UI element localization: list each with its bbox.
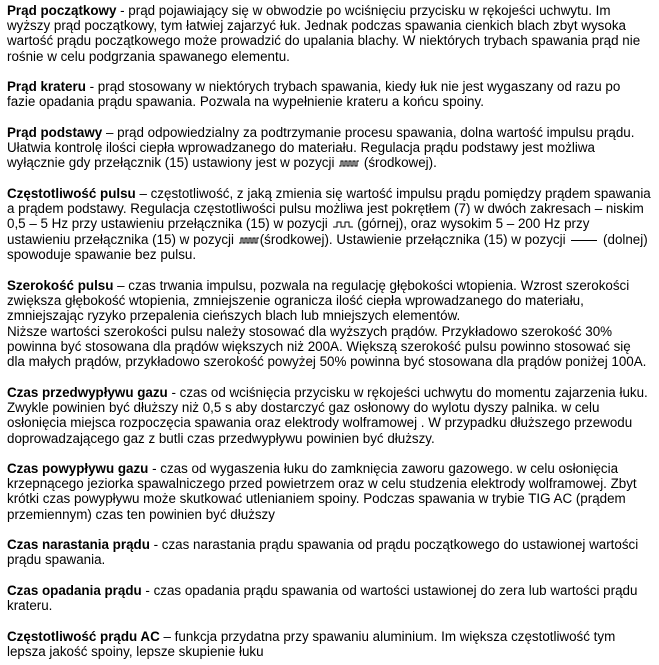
text: 0,5 – 5 Hz przy ustawieniu przełącznika (15) w pozycji — [7, 216, 332, 232]
text: – częstotliwość, z jaką zmienia się wartość impulsu prądu pomiędzy prądem spawania — [135, 186, 651, 201]
text-line: Ułatwia kontrolę ilości ciepła wprowadzanego do materiału. Regulacja prądu podstawy jest możliwa — [7, 140, 595, 156]
text: – funkcja przydatna przy spawaniu aluminium. Im większa częstotliwość tym — [159, 629, 616, 644]
text-line: przemiennym) czas ten powinien być dłuższy — [7, 506, 275, 522]
text: ustawieniu przełącznika (15) w pozycji — [7, 231, 238, 247]
paragraph-czestotliwosc-pradu-ac — [7, 629, 655, 659]
paragraph-czas-opadania-pradu — [7, 583, 655, 613]
text: - czas opadania prądu spawania od wartości ustawionej do zera lub wartości prądu — [141, 583, 638, 598]
text-line: zwiększa głębokość wtopienia, zmniejszenie ogranicza ilość ciepła wprowadzanego do materiału, — [7, 293, 584, 309]
text: (środkowej). — [360, 155, 437, 171]
text-line: rośnie w celu podgrzania spawanego elementu. — [7, 48, 290, 64]
text: - prąd pojawiający się w obwodzie po wciśnięciu przycisku w rękojeści uchwytu. Im — [116, 3, 611, 18]
text: - prąd stosowany w niektórych trybach spawania, kiedy łuk nie jest wygaszany od razu po — [85, 79, 621, 94]
term: Prąd początkowy — [7, 3, 117, 18]
pulse-wave-dense-icon — [238, 236, 260, 245]
text: (środkowej). Ustawienie przełącznika (15) w pozycji — [259, 231, 570, 247]
paragraph-czestotliwosc-pulsu — [7, 186, 655, 262]
text-line: osłonięcia miejsca rozpoczęcia spawania oraz elektrody wolframowej . W przypadku dłuższego przewodu — [7, 415, 633, 431]
paragraph-czas-powyplywu-gazu — [7, 461, 655, 522]
paragraph-prad-poczatkowy — [7, 3, 655, 64]
text-line: prądu spawania. — [7, 552, 106, 568]
term: Czas narastania prądu — [7, 537, 150, 552]
text-line: doprowadzającego gaz z butli czas przedwypływu powinien być dłuższy. — [7, 430, 435, 446]
text: - czas od wygaszenia łuku do zamknięcia zaworu gazowego. w celu osłonięcia — [148, 461, 619, 476]
text-line: Niższe wartości szerokości pulsu należy stosować dla wyższych prądów. Przykładowo szerokość 30% — [7, 323, 613, 339]
text: - czas od wciśnięcia przycisku w rękojeści uchwytu do momentu zajarzenia łuku. — [167, 385, 648, 400]
term: Czas opadania prądu — [7, 583, 142, 598]
term: Czas powypływu gazu — [7, 461, 149, 476]
text-line: zmniejszając ryzyko przepalenia cieńszych blach lub mniejszych elementów. — [7, 308, 461, 324]
flat-line-icon — [571, 240, 597, 241]
text-line: krzepnącego jeziorka spawalniczego przed powietrzem oraz w celu studzenia elektrody wolframowej. Zbyt — [7, 476, 637, 492]
text-line: krateru. — [7, 598, 53, 614]
text-line: krótki czas powypływu może skutkować utlenianiem spoiny. Podczas spawania w trybie TIG AC (prądem — [7, 491, 626, 507]
text: – czas trwania impulsu, pozwala na regulację głębokości wtopienia. Wzrost szerokości — [113, 278, 630, 293]
text-line: wyższy prąd początkowy, tym łatwiej zajarzyć łuk. Jednak podczas spawania cienkich blach zbyt wysoka — [7, 18, 626, 34]
text-line: wartość prądu początkowego może prowadzić do upalania blachy. W niektórych trybach spawania prąd nie — [7, 33, 641, 49]
paragraph-szerokosc-pulsu — [7, 278, 655, 369]
term: Częstotliwość pulsu — [7, 186, 136, 201]
text-line: fazie opadania prądu spawania. Pozwala na wypełnienie krateru a końcu spoiny. — [7, 94, 484, 110]
text-line: a prądem podstawy. Regulacja częstotliwości pulsu możliwa jest pokrętłem (7) w dwóch zakresach – niskim — [7, 201, 644, 217]
text-line: spowoduje spawanie bez pulsu. — [7, 246, 197, 262]
pulse-wave-icon — [332, 220, 354, 229]
text: - czas narastania prądu spawania od prądu początkowego do ustawionej wartości — [149, 537, 639, 552]
term: Częstotliwość prądu AC — [7, 629, 160, 644]
text-line: Zwykle powinien być dłuższy niż 0,5 s aby dostarczyć gaz osłonowy do wylotu dyszy palnika. w celu — [7, 400, 600, 416]
paragraph-prad-krateru — [7, 79, 655, 109]
term: Czas przedwypływu gazu — [7, 385, 168, 400]
text-line: lepsza jakość spoiny, lepsze skupienie łuku — [7, 644, 264, 660]
text-line: powinna być stosowana dla prądów większych niż 200A. Większą szerokość pulsu powinno stosować się — [7, 338, 631, 354]
term: Szerokość pulsu — [7, 278, 114, 293]
text: (dolnej) — [599, 231, 648, 247]
text: – prąd odpowiedzialny za podtrzymanie procesu spawania, dolna wartość impulsu prądu. — [102, 125, 635, 140]
term: Prąd podstawy — [7, 125, 103, 140]
text: wyłącznie gdy przełącznik (15) ustawiony jest w pozycji — [7, 155, 339, 171]
paragraph-czas-narastania-pradu — [7, 537, 655, 567]
paragraph-prad-podstawy — [7, 125, 655, 171]
text: (górnej), oraz wysokim 5 – 200 Hz przy — [353, 216, 590, 232]
pulse-wave-dense-icon — [338, 159, 360, 168]
text-line: dla małych prądów, przykładowo szerokość powyżej 50% powinna być stosowana dla prądów poniżej 100A. — [7, 354, 647, 370]
term: Prąd krateru — [7, 79, 86, 94]
paragraph-czas-przedwyplywu-gazu — [7, 385, 655, 446]
